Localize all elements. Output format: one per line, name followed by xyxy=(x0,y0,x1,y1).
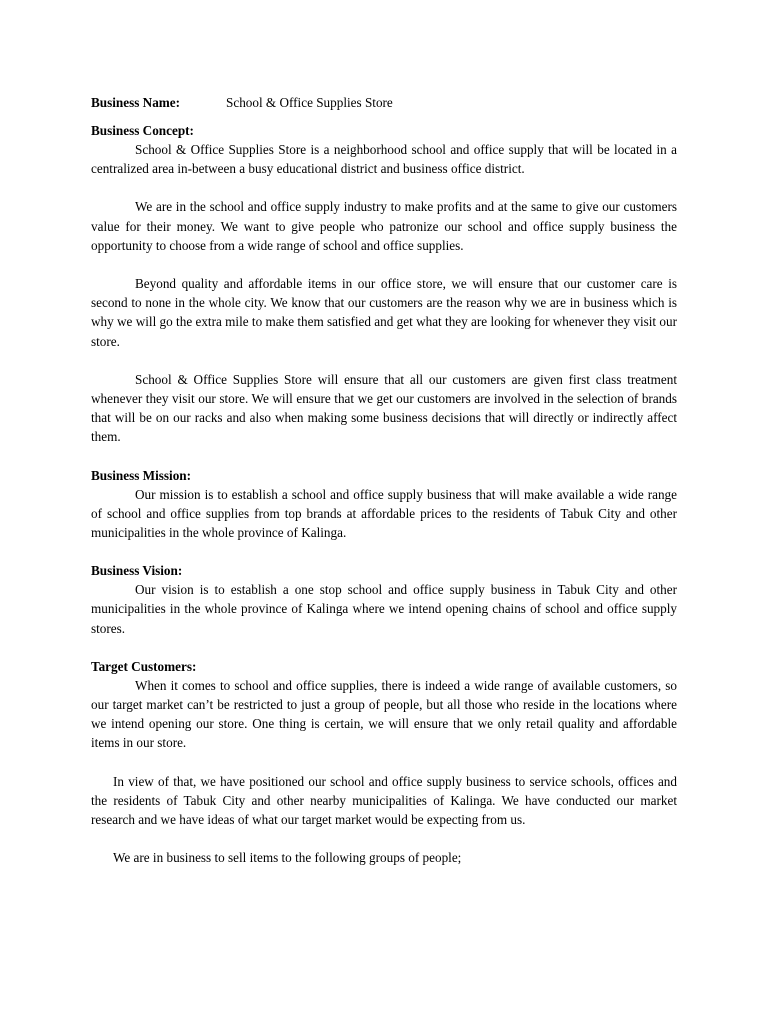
target-paragraph-2: In view of that, we have positioned our school and office supply business to service schools, offices and the residents of Tabuk City and other nearby municipalities of Kalinga. We have conducted our market research and we have ideas of what our target market would be expecting from us. xyxy=(91,773,677,828)
spacer xyxy=(91,351,677,370)
concept-paragraph-1: School & Office Supplies Store is a neighborhood school and office supply that will be located in a centralized area in-between a busy educational district and business office district. xyxy=(91,142,677,177)
business-name-label: Business Name: xyxy=(91,95,181,110)
spacer xyxy=(91,447,677,466)
spacer xyxy=(91,829,677,848)
target-paragraph-1: When it comes to school and office supplies, there is indeed a wide range of available customers, so our target market can’t be restricted to just a group of people, but all those who reside in the locations where we intend opening our store. One thing is certain, we will ensure that we only retail quality and affordable items in our store. xyxy=(91,677,677,751)
spacer xyxy=(91,753,677,772)
spacer xyxy=(91,542,677,561)
business-mission-heading: Business Mission: xyxy=(91,467,192,483)
spacer xyxy=(91,255,677,274)
concept-paragraph-3: Beyond quality and affordable items in our office store, we will ensure that our customer care is second to none in the whole city. We know that our customers are the reason why we are in business which is why we will go the extra mile to make them satisfied and get what they are looking for whenever they visit our store. xyxy=(91,276,677,349)
document-body xyxy=(91,93,677,867)
spacer xyxy=(91,112,677,121)
business-name-value: School & Office Supplies Store xyxy=(226,95,393,110)
target-paragraph-3: We are in business to sell items to the following groups of people; xyxy=(113,850,462,866)
concept-paragraph-4: School & Office Supplies Store will ensure that all our customers are given first class treatment whenever they visit our store. We will ensure that we get our customers are involved in the selection of brands that will be on our racks and also when making some business decisions that will directly or indirectly affect them. xyxy=(91,371,677,445)
target-customers-heading: Target Customers: xyxy=(91,658,197,674)
mission-paragraph: Our mission is to establish a school and office supply business that will make available a wide range of school and office supplies from top brands at affordable prices to the residents of Tabuk City and other municipalities in the whole province of Kalinga. xyxy=(91,486,677,541)
spacer xyxy=(91,178,677,197)
concept-paragraph-2: We are in the school and office supply industry to make profits and at the same to give our customers value for their money. We want to give people who patronize our school and office supply business the opportunity to choose from a wide range of school and office supplies. xyxy=(91,199,677,253)
business-concept-heading: Business Concept: xyxy=(91,123,194,138)
business-name-row xyxy=(91,93,677,112)
business-vision-heading: Business Vision: xyxy=(91,563,183,579)
spacer xyxy=(91,638,677,657)
vision-paragraph: Our vision is to establish a one stop school and office supply business in Tabuk City and other municipalities in the whole province of Kalinga where we intend opening chains of school and office supply stores. xyxy=(91,582,677,636)
